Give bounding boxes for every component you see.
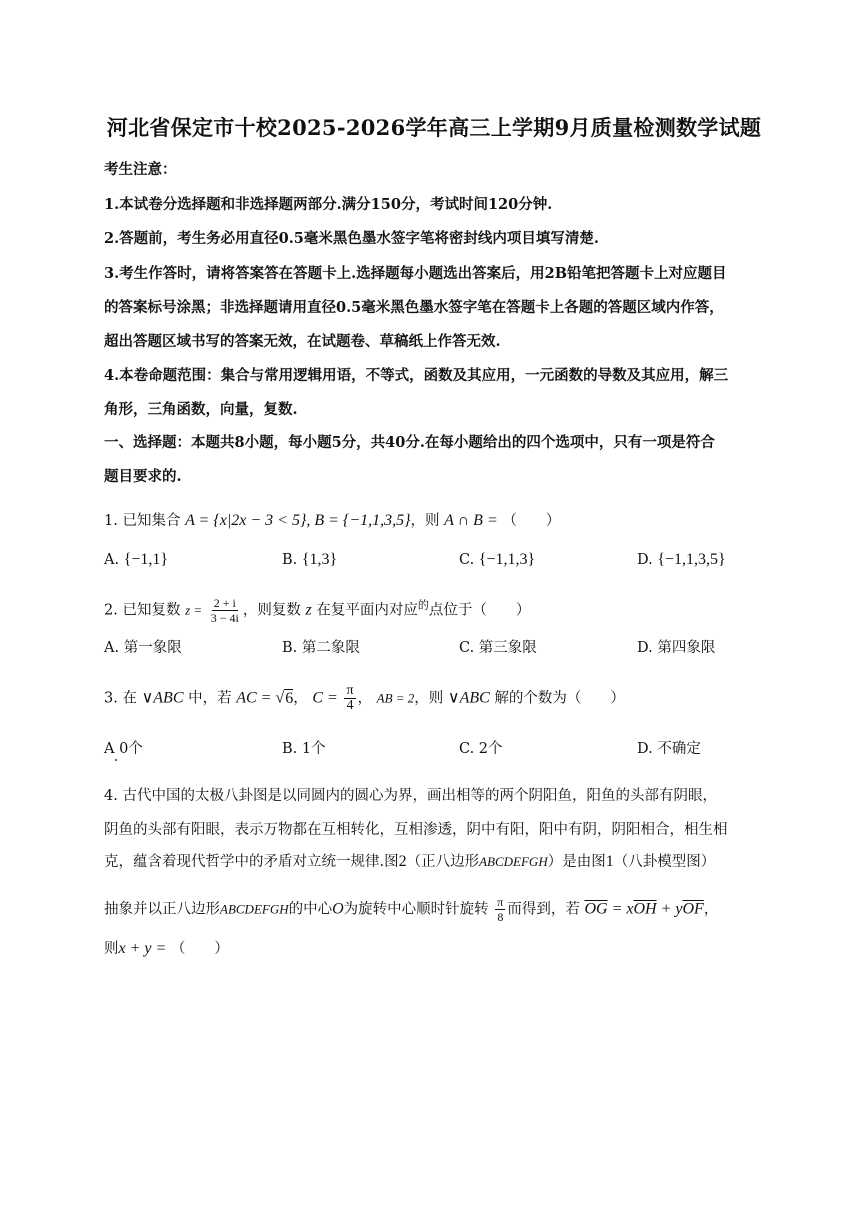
notice-item-1: 1.本试卷分选择题和非选择题两部分.满分150分，考试时间120分钟.: [104, 196, 553, 213]
q2-option-b[interactable]: B. 第二象限: [282, 640, 360, 656]
section-heading: 一、选择题：本题共8小题，每小题5分，共40分.在每小题给出的四个选项中，只有一项是符合: [104, 434, 715, 451]
q3-comma1: ，: [293, 690, 308, 707]
q3-mid1: 中，若: [188, 690, 232, 707]
q3-ab: AB = 2: [376, 690, 415, 706]
question-4-line-5: 则x + y = （ ）: [104, 940, 229, 957]
notice-item-3-cont: 的答案标号涂黑；非选择题请用直径0.5毫米黑色墨水签字笔在答题卡上各题的答题区域内作答，: [104, 299, 724, 316]
q2-z-eq: z =: [185, 602, 203, 618]
q3-mid2: ，则: [414, 690, 444, 707]
q3-c: C =: [312, 689, 338, 707]
question-4-line-4: 抽象并以正八边形ABCDEFGH的中心O为旋转中心顺时针旋转 $\frac{\pi}{8}$ 而得到，若 $\overline{OG} = x\overline{OH} + y\overline{OF}$，: [104, 895, 719, 924]
question-4-line-2: 阴鱼的头部有阳眼，表示万物都在互相转化，互相渗透，阴中有阳，阳中有阴，阴阳相合，相生相: [104, 822, 728, 838]
question-3: [104, 684, 625, 713]
q4-fig1: 1: [605, 853, 614, 870]
q1-option-b[interactable]: B. {1,3}: [282, 551, 338, 568]
question-4-line-1: 4. 古代中国的太极八卦图是以同圆内的圆心为界，画出相等的两个阴阳鱼，阳鱼的头部有阴眼，: [104, 788, 717, 804]
q1-expr: A ∩ B =: [444, 512, 498, 529]
q2-fraction: [209, 596, 241, 625]
q3-prefix: 3. 在: [104, 690, 137, 707]
q1-set-a: A = {x|2x − 3 < 5}: [185, 512, 307, 529]
q1-mid: ，则: [410, 513, 440, 529]
section-heading-cont: 题目要求的.: [104, 468, 182, 485]
q1-option-c[interactable]: C. {−1,1,3}: [459, 551, 536, 568]
q2-numerator: 2 + i: [213, 596, 236, 610]
q2-suffix2: 点位于（ ）: [428, 602, 531, 619]
q4-paren: （ ）: [170, 941, 229, 957]
q1-option-d[interactable]: D. {−1,1,3,5}: [637, 551, 726, 568]
q2-suffix1: 在复平面内对应: [316, 602, 418, 619]
notice-item-4-cont: 角形，三角函数，向量，复数.: [104, 401, 298, 418]
q3-option-c[interactable]: C. 2个: [459, 741, 503, 757]
q4-pi-over-8: $\frac{\pi}{8}$: [497, 895, 504, 924]
question-1: [104, 509, 560, 530]
q2-de: 的: [417, 598, 429, 612]
q3-option-b[interactable]: B. 1个: [282, 741, 326, 757]
q2-option-d[interactable]: D. 第四象限: [637, 640, 716, 656]
notice-item-3-cont2: 超出答题区域书写的答案无效，在试题卷、草稿纸上作答无效.: [104, 333, 501, 350]
q3-suffix: 解的个数为（ ）: [494, 690, 625, 707]
question-2: [104, 596, 530, 625]
q2-z: z: [305, 601, 312, 619]
question-4-line-3: 克，蕴含着现代哲学中的矛盾对立统一规律.图2（正八边形ABCDEFGH）是由图1（八卦模型图）: [104, 853, 716, 870]
q3-comma2: ，: [357, 690, 373, 707]
q3-pi-over-4: $\frac{\pi}{4}$: [346, 683, 354, 713]
q2-option-a[interactable]: A. 第一象限: [104, 640, 182, 656]
page-title: 河北省保定市十校2025-2026学年高三上学期9月质量检测数学试题: [106, 115, 762, 140]
q1-paren: （ ）: [502, 513, 561, 529]
q3-sqrt: √6: [275, 689, 294, 707]
q2-mid: ，则复数: [242, 602, 301, 619]
stray-dot: [115, 759, 117, 761]
notice-item-3: 3.考生作答时，请将答案答在答题卡上.选择题每小题选出答案后，用2B铅笔把答题卡上对应题目: [104, 265, 727, 282]
q3-ac: AC =: [236, 689, 276, 707]
q2-option-c[interactable]: C. 第三象限: [459, 640, 537, 656]
notice-item-2: 2.答题前，考生务必用直径0.5毫米黑色墨水签字笔将密封线内项目填写清楚.: [104, 230, 599, 247]
q4-xy: x + y =: [118, 940, 167, 957]
notice-heading: 考生注意：: [104, 161, 177, 178]
q3-triangle-2: ∨ABC: [447, 689, 490, 707]
q1-option-a[interactable]: A. {−1,1}: [104, 551, 169, 568]
q1-set-b: , B = {−1,1,3,5}: [306, 512, 411, 529]
q3-option-d[interactable]: D. 不确定: [637, 741, 701, 757]
notice-item-4: 4.本卷命题范围：集合与常用逻辑用语，不等式，函数及其应用，一元函数的导数及其应用，解三: [104, 367, 729, 384]
q2-prefix: 2. 已知复数: [104, 602, 181, 619]
q4-vector-eq: $\overline{OG} = x\overline{OH} + y\overline{OF}$: [584, 900, 704, 918]
q4-center-o: O: [332, 900, 344, 918]
q2-denominator: 3 − 4i: [210, 611, 239, 625]
q4-octagon-1: ABCDEFGH: [479, 854, 548, 869]
q4-octagon-2: ABCDEFGH: [220, 901, 289, 917]
q3-option-a[interactable]: A 0个: [104, 741, 143, 757]
q3-triangle-1: ∨ABC: [141, 689, 184, 707]
q1-prefix: 1. 已知集合: [104, 513, 181, 529]
q4-fig2: 2: [398, 853, 407, 870]
